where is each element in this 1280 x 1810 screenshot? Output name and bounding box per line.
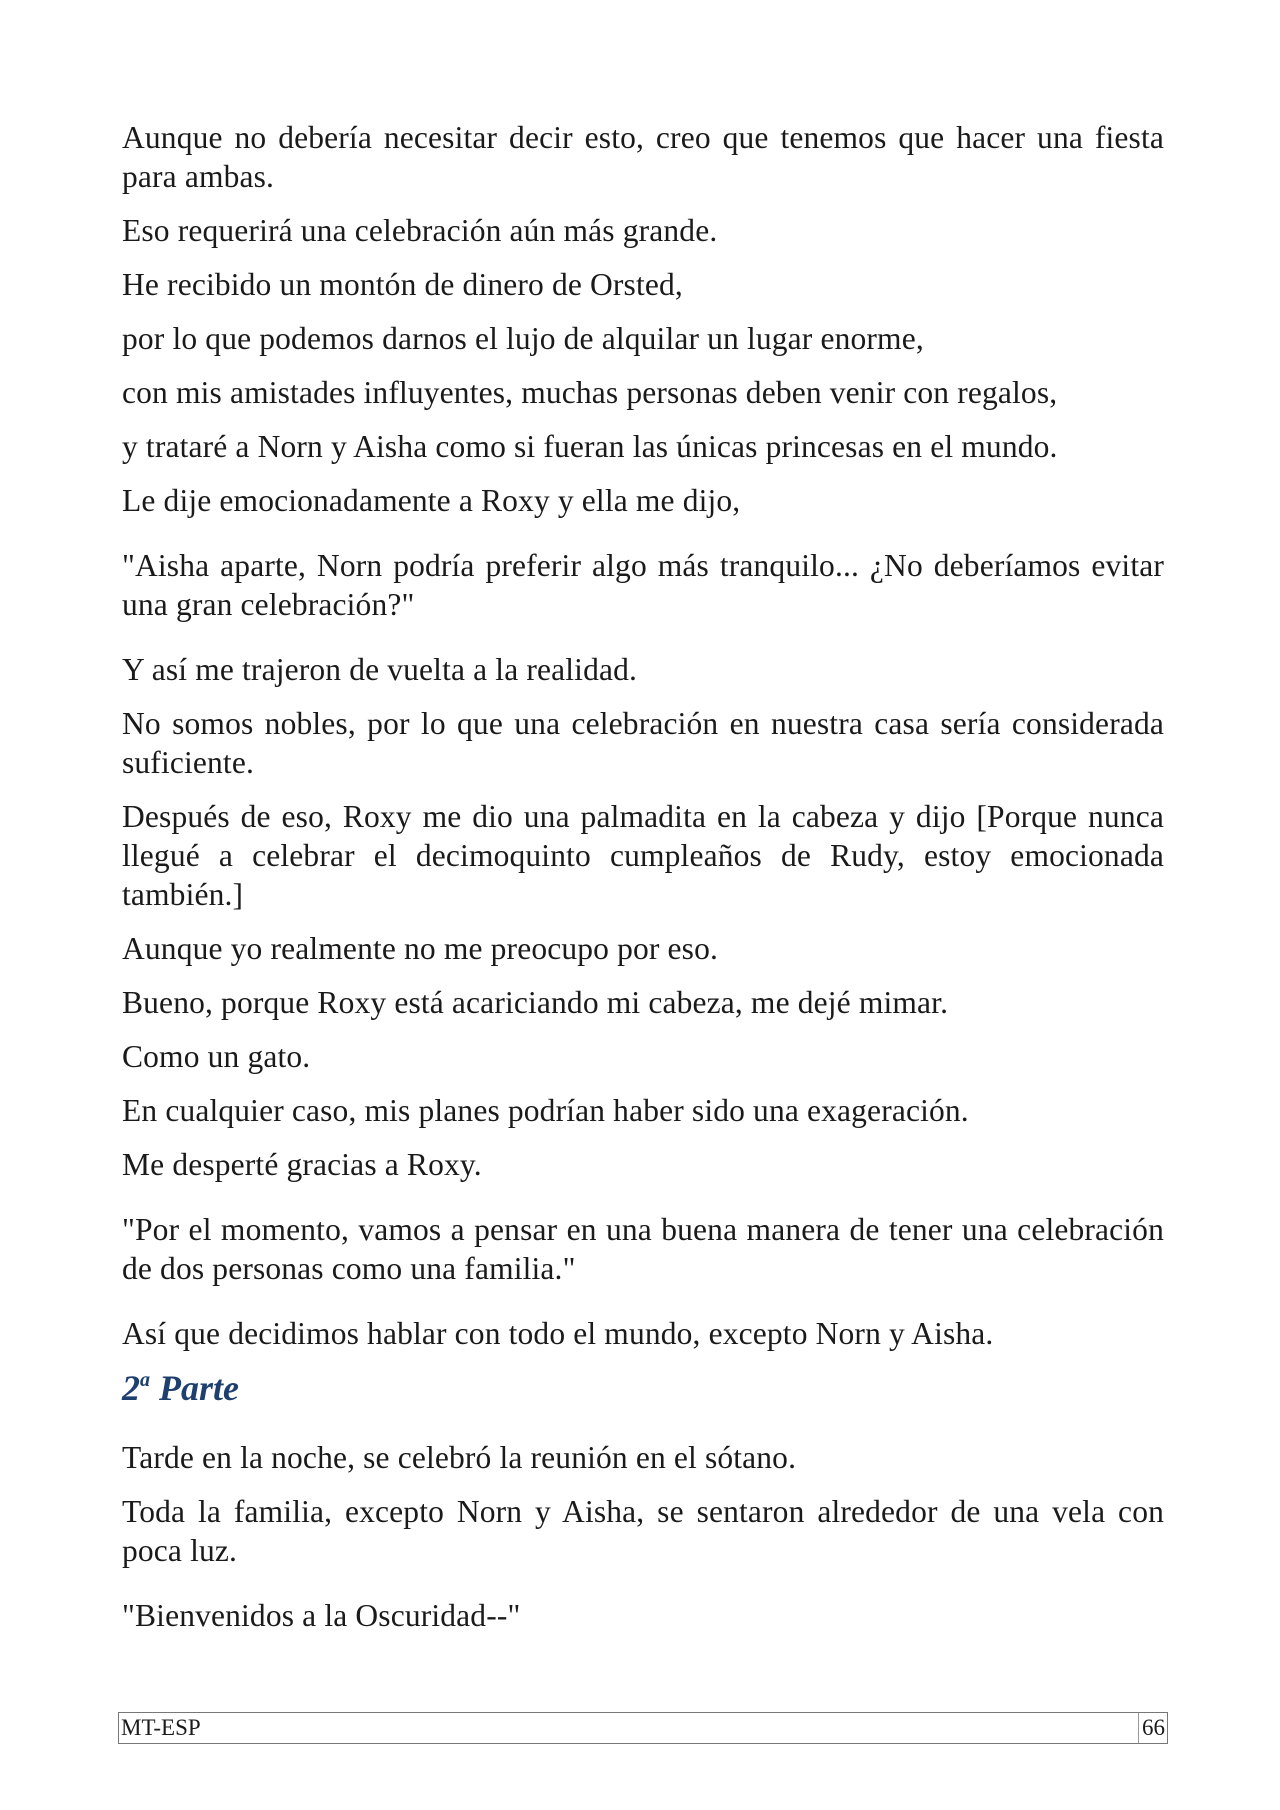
paragraph: con mis amistades influyentes, muchas personas deben venir con regalos,: [122, 375, 1058, 410]
paragraph: Toda la familia, excepto Norn y Aisha, se sentaron alrededor de una vela con poca luz.: [122, 1494, 1164, 1568]
body-text-top: [122, 118, 1164, 1353]
paragraph: He recibido un montón de dinero de Orsted,: [122, 267, 683, 302]
paragraph: Y así me trajeron de vuelta a la realidad.: [122, 652, 638, 687]
section-ordinal: a: [140, 1369, 150, 1391]
document-page: [122, 118, 1164, 1661]
paragraph: Aunque yo realmente no me preocupo por eso.: [122, 931, 719, 966]
paragraph: En cualquier caso, mis planes podrían haber sido una exageración.: [122, 1093, 969, 1128]
paragraph: Aunque no debería necesitar decir esto, creo que tenemos que hacer una fiesta para ambas.: [122, 120, 1164, 194]
section-title: Parte: [159, 1368, 239, 1408]
paragraph: Así que decidimos hablar con todo el mundo, excepto Norn y Aisha.: [122, 1316, 994, 1351]
paragraph: Le dije emocionadamente a Roxy y ella me dijo,: [122, 483, 741, 518]
footer-label: MT-ESP: [121, 1715, 201, 1740]
dialog-paragraph: "Bienvenidos a la Oscuridad--": [122, 1598, 521, 1633]
paragraph: y trataré a Norn y Aisha como si fueran las únicas princesas en el mundo.: [122, 429, 1058, 464]
footer-divider: [1138, 1713, 1140, 1743]
paragraph: No somos nobles, por lo que una celebración en nuestra casa sería considerada suficiente.: [122, 706, 1164, 780]
page-footer: [118, 1712, 1168, 1744]
section-number: 2: [122, 1368, 140, 1408]
paragraph: por lo que podemos darnos el lujo de alquilar un lugar enorme,: [122, 321, 924, 356]
paragraph: Bueno, porque Roxy está acariciando mi cabeza, me dejé mimar.: [122, 985, 949, 1020]
page-number: 66: [1142, 1715, 1165, 1740]
paragraph: Me desperté gracias a Roxy.: [122, 1147, 482, 1182]
dialog-paragraph: "Por el momento, vamos a pensar en una buena manera de tener una celebración de dos personas como una familia.": [122, 1212, 1164, 1286]
paragraph: Tarde en la noche, se celebró la reunión en el sótano.: [122, 1440, 797, 1475]
paragraph: Después de eso, Roxy me dio una palmadita en la cabeza y dijo [Porque nunca llegué a celebrar el decimoquinto cumpleaños de Rudy, estoy emocionada también.]: [122, 799, 1164, 912]
paragraph: Como un gato.: [122, 1039, 311, 1074]
paragraph: Eso requerirá una celebración aún más grande.: [122, 213, 718, 248]
section-heading: [122, 1368, 1164, 1408]
body-text-bottom: [122, 1438, 1164, 1635]
dialog-paragraph: "Aisha aparte, Norn podría preferir algo más tranquilo... ¿No deberíamos evitar una gran celebración?": [122, 548, 1164, 622]
